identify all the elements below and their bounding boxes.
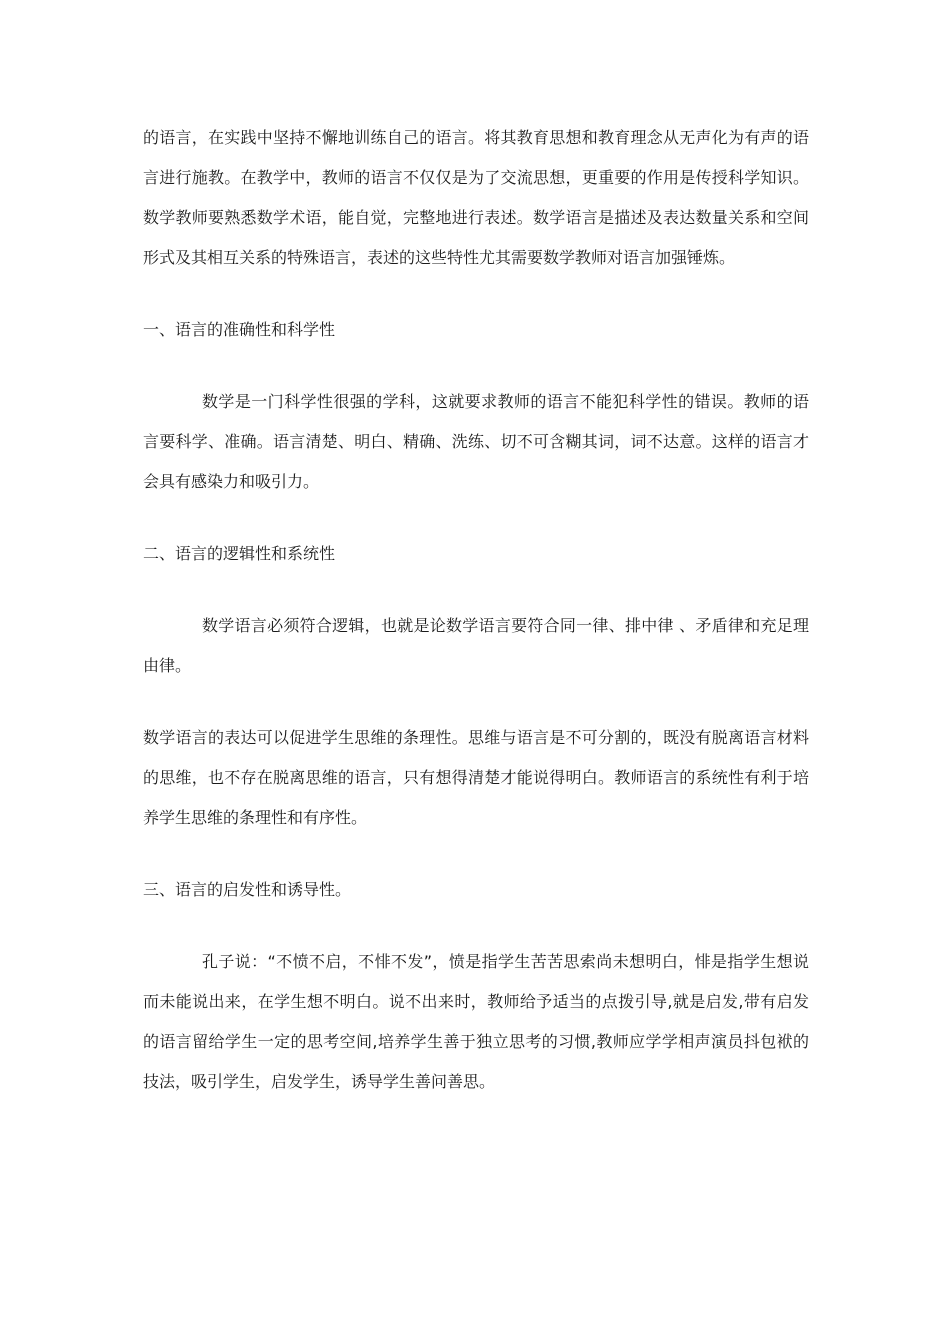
document-body (143, 118, 809, 1102)
paragraph-logic: 数学语言必须符合逻辑，也就是论数学语言要符合同一律、排中律 、矛盾律和充足理由律。 (143, 616, 809, 675)
paragraph-accuracy: 数学是一门科学性很强的学科，这就要求教师的语言不能犯科学性的错误。教师的语言要科学、准确。语言清楚、明白、精确、洗练、切不可含糊其词，词不达意。这样的语言才会具有感染力和吸引力。 (143, 392, 809, 491)
section-heading-2: 二、语言的逻辑性和系统性 (143, 544, 336, 563)
paragraph-system: 数学语言的表达可以促进学生思维的条理性。思维与语言是不可分割的，既没有脱离语言材料的思维，也不存在脱离思维的语言，只有想得清楚才能说得明白。教师语言的系统性有利于培养学生思维的条理性和有序性。 (143, 728, 809, 827)
paragraph-inspiration: 孔子说：“不愤不启，不悱不发”，愤是指学生苦苦思索尚未想明白，悱是指学生想说而未能说出来，在学生想不明白。说不出来时，教师给予适当的点拨引导,就是启发,带有启发的语言留给学生一定的思考空间,培养学生善于独立思考的习惯,教师应学学相声演员抖包袱的技法，吸引学生，启发学生，诱导学生善问善思。 (143, 952, 809, 1091)
section-heading-3: 三、语言的启发性和诱导性。 (143, 880, 352, 899)
paragraph-intro: 的语言，在实践中坚持不懈地训练自己的语言。将其教育思想和教育理念从无声化为有声的语言进行施教。在教学中，教师的语言不仅仅是为了交流思想，更重要的作用是传授科学知识。数学教师要熟悉数学术语，能自觉，完整地进行表述。数学语言是描述及表达数量关系和空间形式及其相互关系的特殊语言，表述的这些特性尤其需要数学教师对语言加强锤炼。 (143, 128, 809, 267)
section-heading-1: 一、语言的准确性和科学性 (143, 320, 336, 339)
